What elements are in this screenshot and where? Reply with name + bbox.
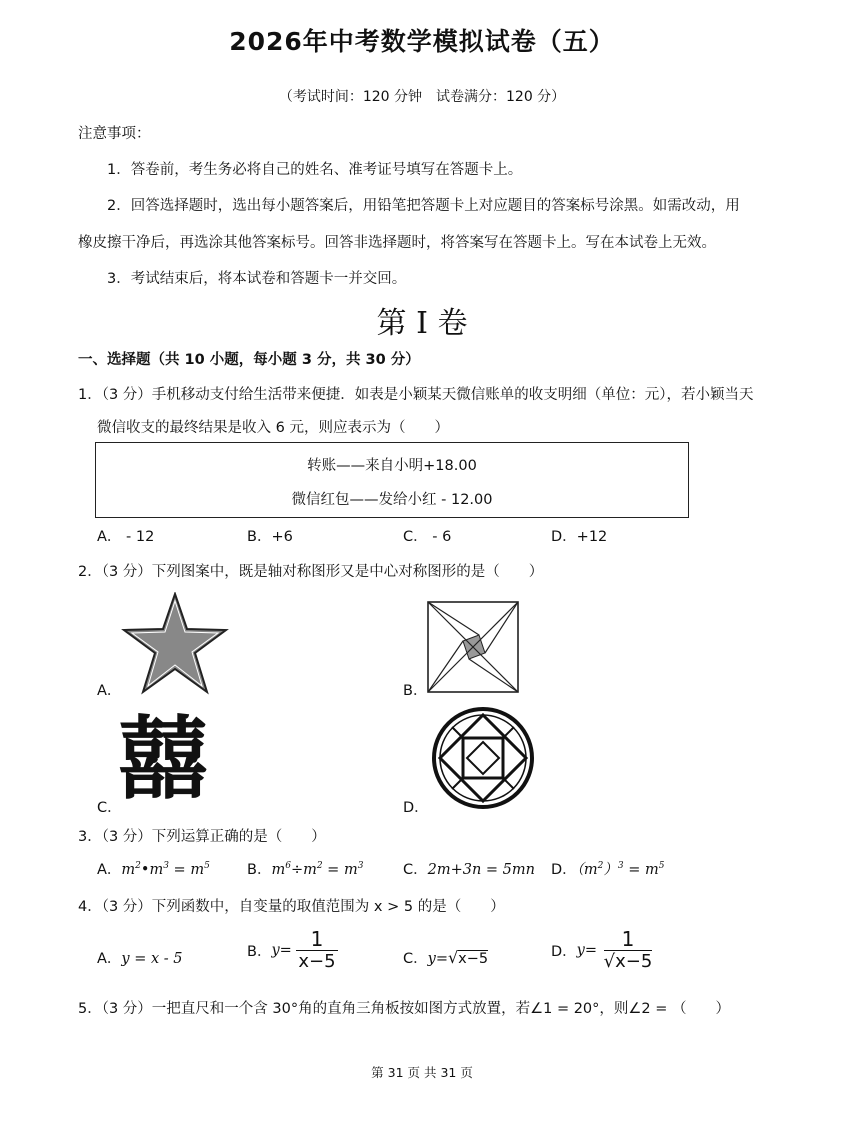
q3-option-b-label: B． — [247, 862, 272, 878]
q4-option-d: D．y= 1 √x−5 — [551, 927, 653, 972]
q3-option-d: D．$(m^2)^3 = m^5$ — [551, 861, 665, 878]
q3-option-c-label: C． — [403, 862, 428, 878]
q1-option-c: C． - 6 — [403, 529, 452, 545]
q4-option-d-numerator: 1 — [621, 927, 635, 951]
page-title: 2026年中考数学模拟试卷（五） — [229, 27, 615, 56]
q4-option-a-label: A． — [97, 951, 122, 967]
q1-option-a: A． - 12 — [97, 529, 155, 545]
exam-info: （考试时间：120 分钟 试卷满分：120 分） — [278, 89, 566, 105]
notes-item-2-line-2: 橡皮擦干净后，再选涂其他答案标号。回答非选择题时，将答案写在答题卡上。写在本试卷上无效。 — [78, 235, 716, 251]
q4-option-a — [97, 947, 183, 968]
q1-option-b: B．+6 — [247, 529, 293, 545]
q3-option-d-label: D． — [551, 862, 577, 878]
notes-item-3: 3．考试结束后，将本试卷和答题卡一并交回。 — [107, 271, 407, 287]
q2-label-d: D． — [403, 800, 429, 816]
notes-item-2-line-1: 2．回答选择题时，选出每小题答案后，用铅笔把答题卡上对应题目的答案标号涂黑。如需改动，用 — [107, 198, 740, 214]
star-figure — [120, 592, 230, 698]
q3-option-b: B．$m^6\div m^2 = m^3$ — [247, 861, 364, 878]
q1-bill-row-1: 转账——来自小明+18.00 — [307, 458, 477, 474]
double-happiness-figure: 囍 — [118, 707, 208, 812]
q4-option-b-fraction — [296, 928, 337, 973]
q1-stem-line-2: 微信收支的最终结果是收入 6 元，则应表示为（ ） — [97, 420, 449, 436]
pinwheel-square-figure — [427, 601, 519, 693]
q1-bill-table — [95, 442, 689, 518]
q1-option-d: D．+12 — [551, 529, 608, 545]
q4-option-d-denominator: √x−5 — [603, 951, 653, 972]
q2-label-c: C． — [97, 800, 122, 816]
circle-window-figure — [431, 706, 535, 810]
q4-option-b-label: B． — [247, 944, 272, 960]
q3-option-a-label: A． — [97, 862, 122, 878]
q4-option-a-expr: y = x - 5 — [121, 951, 183, 967]
q4-option-d-label: D． — [551, 944, 577, 960]
notes-item-1: 1．答卷前，考生务必将自己的姓名、准考证号填写在答题卡上。 — [107, 162, 523, 178]
q5-stem: 5．（3 分）一把直尺和一个含 30°角的直角三角板按如图方式放置，若∠1 = 20°，则∠2 = （ ） — [78, 1001, 731, 1017]
q4-option-d-fraction — [602, 928, 655, 973]
q2-stem: 2．（3 分）下列图案中，既是轴对称图形又是中心对称图形的是（ ） — [78, 564, 544, 580]
q3-option-c-expr: 2m+3n = 5mn — [427, 862, 535, 878]
q3-option-a: A．$m^2•m^3 = m^5$ — [97, 861, 210, 878]
part1-heading: 一、选择题（共 10 小题，每小题 3 分，共 30 分） — [78, 352, 420, 368]
q4-option-d-radicand: x−5 — [615, 951, 653, 972]
q1-bill-row-2: 微信红包——发给小红 - 12.00 — [291, 492, 493, 508]
section-title: 第 I 卷 — [376, 306, 468, 341]
q4-option-c: C．y=√x−5 — [403, 948, 489, 967]
q2-label-a: A． — [97, 683, 122, 699]
q3-option-c — [403, 858, 535, 879]
q3-stem: 3．（3 分）下列运算正确的是（ ） — [78, 829, 326, 845]
q4-option-b: B．y= $\frac{1}{x-5}$ — [247, 927, 336, 972]
page-footer: 第 31 页 共 31 页 — [371, 1065, 473, 1080]
q4-option-c-radicand: x−5 — [458, 951, 489, 967]
q4-option-b-numerator: 1 — [310, 927, 324, 951]
q1-stem-line-1: 1．（3 分）手机移动支付给生活带来便捷．如表是小颖某天微信账单的收支明细（单位：元），若小颖当天 — [78, 387, 754, 403]
notes-heading: 注意事项： — [78, 126, 151, 142]
q2-label-b: B． — [403, 683, 428, 699]
q4-option-c-label: C． — [403, 951, 428, 967]
q4-stem: 4．（3 分）下列函数中，自变量的取值范围为 x > 5 的是（ ） — [78, 899, 505, 915]
q4-option-b-denominator: x−5 — [298, 951, 336, 972]
